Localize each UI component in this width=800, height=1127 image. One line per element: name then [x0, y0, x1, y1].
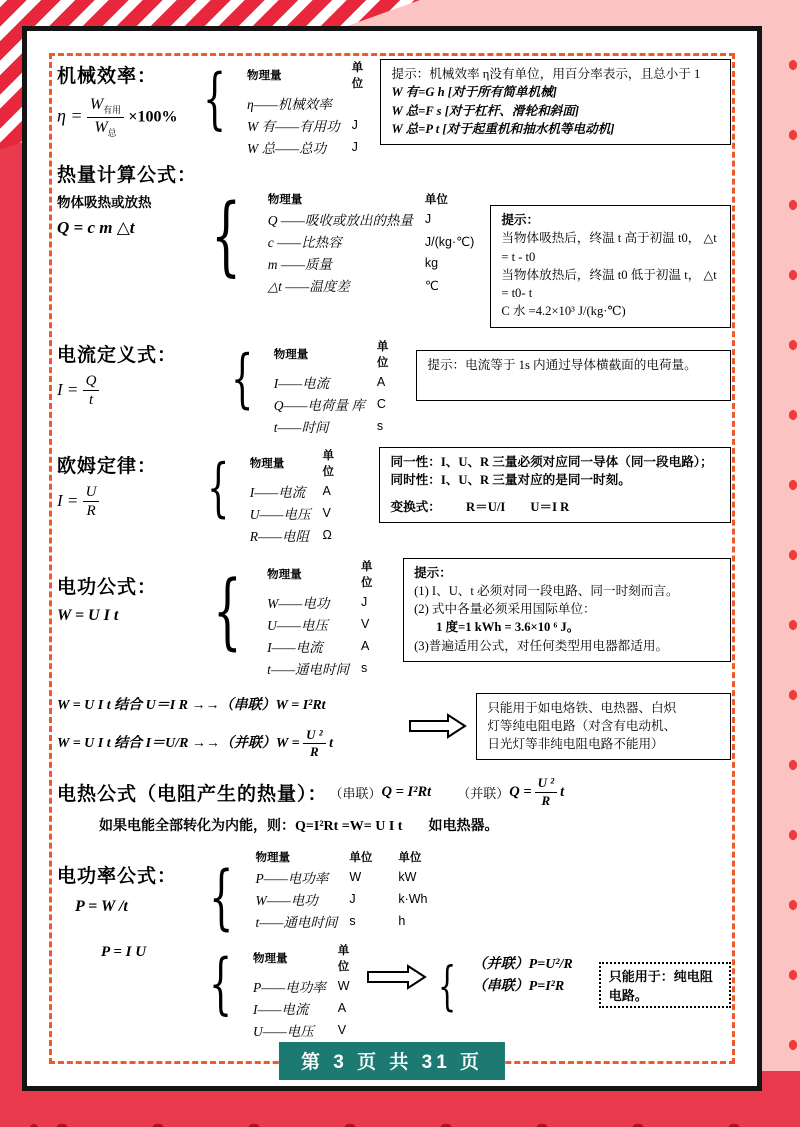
var-unit-2: k·Wh — [398, 891, 428, 906]
col-quantity: 物理量 — [253, 952, 288, 965]
var-name: 吸收或放出的热量 — [304, 213, 413, 228]
hint-box-mechanical-efficiency — [380, 59, 731, 145]
col-unit-1: 单位 — [349, 851, 373, 864]
formula-power-1: P = W /t — [75, 897, 128, 915]
variable-table — [253, 942, 362, 1041]
page-number-badge: 第 3 页 共 31 页 — [279, 1042, 505, 1080]
col-unit: 单位 — [376, 340, 389, 369]
hint-box-ohms-law — [379, 447, 731, 524]
var-unit: kg — [424, 256, 439, 270]
power-result-parallel: （并联）P=U²/R — [472, 956, 573, 972]
frac-denominator: R — [541, 792, 551, 808]
var-name: 机械效率 — [277, 97, 332, 112]
var-name: 电功 — [290, 892, 318, 908]
section-derivations — [57, 693, 731, 761]
col-quantity: 物理量 — [247, 70, 282, 82]
table-row — [274, 393, 399, 415]
var-unit: A — [322, 483, 331, 498]
col-quantity: 物理量 — [267, 568, 302, 581]
hint-line: (3)普遍适用公式，对任何类型用电器都适用。 — [414, 638, 669, 653]
var-unit: J — [424, 212, 432, 226]
derivation-line-2-prefix: W = U I t 结合 I＝U/R →→（并联）W = — [57, 735, 300, 751]
table-row — [253, 1019, 362, 1041]
var-unit: C — [376, 396, 386, 411]
var-symbol: W — [267, 595, 279, 611]
var-unit: J — [351, 118, 358, 132]
variable-table — [267, 558, 387, 679]
var-name: 电阻 — [281, 528, 309, 544]
restriction-box: 只能用于：纯电阻电路。 — [599, 962, 731, 1008]
table-row — [247, 136, 374, 158]
hint-box-current — [416, 350, 731, 401]
hint-box-heat-quantity — [490, 205, 731, 328]
table-row — [274, 415, 399, 437]
hint-line: 同一性：I、U、R 三量必须对应同一导体（同一段电路）； — [390, 454, 713, 469]
frac-denominator: R — [310, 743, 319, 759]
col-quantity: 物理量 — [255, 851, 291, 864]
var-symbol: I — [273, 375, 279, 391]
table-row — [268, 230, 487, 252]
parallel-label: （并联） — [457, 785, 510, 801]
var-unit: J/(kg·℃) — [424, 234, 475, 249]
var-unit-2: h — [398, 913, 406, 928]
col-unit: 单位 — [322, 449, 334, 478]
power-result-series: （串联）P=I²R — [472, 978, 565, 994]
var-dash: —— — [259, 506, 284, 522]
var-dash: —— — [277, 235, 302, 250]
var-name: 电压 — [283, 506, 311, 522]
var-dash: —— — [261, 979, 286, 995]
var-name: 电流 — [278, 484, 306, 500]
var-unit: ℃ — [424, 278, 439, 293]
table-row — [267, 613, 387, 635]
col-quantity: 物理量 — [267, 194, 303, 206]
var-symbol: P — [255, 870, 264, 886]
var-dash: —— — [276, 617, 301, 633]
brace-icon: { — [209, 855, 234, 938]
brace-icon: { — [207, 450, 230, 525]
var-dash: —— — [270, 661, 295, 677]
var-name: 电荷量 库 — [307, 397, 365, 413]
var-symbol: W 总 — [247, 141, 276, 156]
hint-line: (2) 式中各量必须采用国际单位： — [414, 602, 596, 616]
var-dash: —— — [259, 914, 284, 930]
hint-line: 提示：机械效率 η没有单位，用百分率表示，且总小于 1 — [391, 67, 701, 81]
var-symbol: △t — [267, 279, 282, 294]
series-formula: Q = I²Rt — [381, 783, 432, 800]
brace-icon: { — [203, 60, 227, 137]
var-name: 电压 — [286, 1023, 314, 1039]
brace-icon: { — [437, 956, 456, 1017]
var-unit: V — [337, 1022, 347, 1037]
frac-numerator: U ² — [535, 776, 558, 792]
variable-table — [274, 338, 399, 437]
section-title: 电热公式（电阻产生的热量）： — [57, 783, 328, 805]
section-title: 机械效率： — [57, 66, 158, 87]
parallel-suffix: t — [560, 783, 565, 800]
hint-line: 提示：电流等于 1s 内通过导体横截面的电荷量。 — [427, 357, 697, 372]
var-dash: —— — [285, 279, 310, 294]
var-dash: —— — [271, 639, 296, 655]
var-name: 电流 — [281, 1001, 309, 1017]
var-name: 电功 — [302, 595, 330, 611]
table-row — [247, 114, 374, 136]
var-symbol: I — [249, 484, 255, 500]
var-dash: —— — [257, 1001, 282, 1017]
var-dash: —— — [253, 97, 278, 112]
section-title: 欧姆定律： — [57, 455, 158, 477]
parallel-formula-prefix: Q = — [509, 783, 532, 800]
var-name: 总功 — [299, 141, 327, 156]
brace-icon: { — [209, 944, 233, 1022]
section-title: 电功率公式： — [57, 865, 178, 887]
var-symbol: W 有 — [247, 119, 276, 134]
col-unit: 单位 — [337, 944, 350, 973]
var-symbol: t — [267, 661, 271, 677]
section-electric-power — [57, 849, 731, 1041]
subtitle: 物体吸热或放热 — [57, 195, 152, 210]
section-electric-work — [57, 558, 731, 679]
col-quantity: 物理量 — [249, 457, 285, 470]
var-unit: V — [322, 505, 331, 520]
var-name: 有用功 — [299, 119, 340, 134]
table-row — [268, 252, 487, 274]
table-row — [253, 997, 362, 1019]
var-symbol: c — [267, 235, 274, 250]
brace-icon: { — [231, 341, 254, 416]
table-row — [250, 480, 354, 502]
document-content — [27, 31, 757, 1086]
formula-power-2: P = I U — [101, 943, 147, 960]
table-row — [268, 208, 487, 230]
hint-line: 当物体放热后，终温 t0 低于初温 t， △t = t0- t — [501, 267, 717, 300]
var-dash: —— — [254, 484, 279, 500]
var-symbol: I — [267, 639, 272, 655]
percent-suffix: ×100% — [128, 108, 178, 126]
hint-line: 1 度=1 kWh = 3.6×10 ⁶ J。 — [436, 620, 580, 635]
hint-line: C 水 =4.2×10³ J/(kg·℃) — [501, 304, 626, 319]
var-name: 电流 — [295, 639, 323, 655]
var-name: 电功率 — [285, 979, 326, 995]
paper-sheet — [22, 26, 762, 1091]
section-title: 热量计算公式： — [57, 165, 198, 186]
var-dash: —— — [266, 892, 291, 908]
var-dash: —— — [277, 419, 302, 435]
section-title: 电功公式： — [57, 576, 158, 598]
col-quantity: 物理量 — [273, 348, 309, 361]
table-row — [256, 888, 440, 910]
variable-table — [247, 59, 374, 158]
series-label: （串联） — [329, 785, 382, 801]
hint-box-electric-work — [403, 558, 731, 662]
var-unit: J — [351, 140, 358, 154]
hint-line: 当物体吸热后，终温 t 高于初温 t0， △t = t - t0 — [501, 231, 717, 264]
var-symbol: Q — [267, 213, 278, 228]
var-dash: —— — [278, 375, 303, 391]
hint-line: 提示： — [501, 213, 540, 227]
formula-heat: Q = c m △t — [57, 218, 135, 237]
var-dash: —— — [257, 528, 282, 544]
table-row — [256, 910, 440, 932]
var-dash: —— — [280, 213, 305, 228]
var-name: 时间 — [301, 419, 329, 435]
var-dash: —— — [283, 397, 308, 413]
var-unit: s — [349, 913, 356, 928]
col-unit: 单位 — [424, 194, 448, 206]
var-symbol: Q — [273, 397, 284, 413]
var-unit: A — [337, 1000, 347, 1015]
col-unit: 单位 — [351, 62, 364, 90]
variable-table — [256, 849, 440, 932]
var-name: 通电时间 — [283, 914, 338, 930]
hint-line: W 总=P t [对于起重机和抽水机等电动机] — [391, 121, 615, 136]
var-unit: J — [349, 891, 356, 906]
var-dash: —— — [275, 141, 300, 156]
table-row — [253, 975, 362, 997]
table-row — [267, 591, 387, 613]
derivation-line-2 — [57, 728, 400, 760]
var-symbol: m — [267, 257, 278, 272]
table-row — [267, 635, 387, 657]
variable-table — [250, 447, 354, 546]
var-unit: A — [360, 638, 370, 653]
var-symbol: U — [253, 1023, 263, 1039]
table-row — [250, 524, 354, 546]
joule-heat-note-tail: 如电热器。 — [428, 818, 499, 834]
var-dash: —— — [275, 119, 300, 134]
var-symbol: U — [249, 506, 260, 522]
hint-line: 同时性：I、U、R 三量对应的是同一时刻。 — [390, 472, 631, 487]
var-unit: V — [360, 616, 370, 631]
hint-line: W 总=F s [对于杠杆、滑轮和斜面] — [391, 103, 580, 118]
var-symbol: R — [249, 528, 258, 544]
var-name: 电流 — [302, 375, 330, 391]
var-symbol: W — [255, 892, 267, 908]
var-symbol: η — [247, 97, 254, 112]
var-dash: —— — [263, 870, 288, 886]
frac-numerator: U ² — [303, 728, 326, 744]
formula-electric-work: W = U I t — [57, 606, 119, 624]
var-unit — [352, 92, 375, 114]
var-unit: s — [376, 418, 384, 433]
section-current-definition — [57, 338, 731, 437]
hint-line: (1) I、U、t 必须对同一段电路、同一时刻而言。 — [414, 583, 679, 598]
hint-line: W 有=G h [对于所有简单机械] — [391, 85, 557, 100]
section-joule-heat — [57, 776, 731, 835]
var-symbol: P — [253, 979, 262, 995]
variable-table — [268, 191, 487, 296]
var-symbol: t — [255, 914, 260, 930]
var-unit: J — [360, 594, 368, 609]
var-name: 质量 — [304, 257, 332, 272]
joule-heat-note: 如果电能全部转化为内能，则：Q=I²Rt =W= U I t — [99, 818, 403, 834]
section-ohms-law — [57, 447, 731, 546]
arrow-right-icon — [408, 713, 468, 739]
var-name: 温度差 — [309, 279, 350, 294]
var-symbol: t — [273, 419, 278, 435]
var-unit: W — [337, 978, 350, 993]
var-dash: —— — [278, 595, 303, 611]
hint-box-pure-resistance — [476, 693, 731, 761]
var-name: 电功率 — [287, 870, 329, 886]
table-row — [274, 371, 399, 393]
formula-ohm: I = $\frac{U}{R}$ — [57, 484, 207, 520]
table-row — [267, 657, 387, 679]
section-heat-quantity — [57, 160, 731, 328]
section-mechanical-efficiency — [57, 59, 731, 158]
hint-line: 日光灯等非纯电阻电路不能用） — [487, 737, 664, 751]
table-row — [250, 502, 354, 524]
var-dash: —— — [280, 257, 305, 272]
col-unit: 单位 — [360, 560, 373, 589]
arrow-right-icon — [366, 964, 428, 990]
hint-line: 只能用于如电烙铁、电热器、白炽 — [487, 700, 677, 715]
var-unit: W — [349, 869, 362, 884]
col-unit-2: 单位 — [398, 851, 422, 864]
var-unit: A — [376, 374, 386, 389]
table-row — [247, 92, 374, 114]
var-unit: Ω — [322, 527, 332, 542]
brace-icon: { — [211, 186, 242, 286]
var-name: 比热容 — [301, 235, 342, 250]
hint-line: 灯等纯电阻电路（对含有电动机、 — [487, 718, 677, 733]
section-title: 电流定义式： — [57, 344, 178, 366]
hint-line: 提示： — [414, 565, 452, 580]
var-symbol: U — [267, 617, 277, 633]
derivation-line-2-suffix: t — [329, 735, 334, 751]
table-row — [268, 274, 487, 296]
brace-icon: { — [213, 563, 242, 659]
formula-mechanical-efficiency: η = $\frac{W_{有用}}{W_总}$ ×100% — [57, 96, 178, 139]
var-name: 电压 — [300, 617, 328, 633]
var-symbol: I — [253, 1001, 258, 1017]
hint-line: 变换式： R＝U/I U＝I R — [390, 500, 570, 514]
table-row — [256, 866, 440, 888]
var-unit-2: kW — [398, 869, 417, 884]
var-unit: s — [360, 660, 368, 675]
formula-current: I = $\frac{Q}{t}$ — [57, 373, 207, 409]
derivation-line-1: W = U I t 结合 U＝I R →→（串联）W = I²Rt — [57, 697, 326, 713]
var-dash: —— — [262, 1023, 287, 1039]
var-name: 通电时间 — [294, 661, 349, 677]
